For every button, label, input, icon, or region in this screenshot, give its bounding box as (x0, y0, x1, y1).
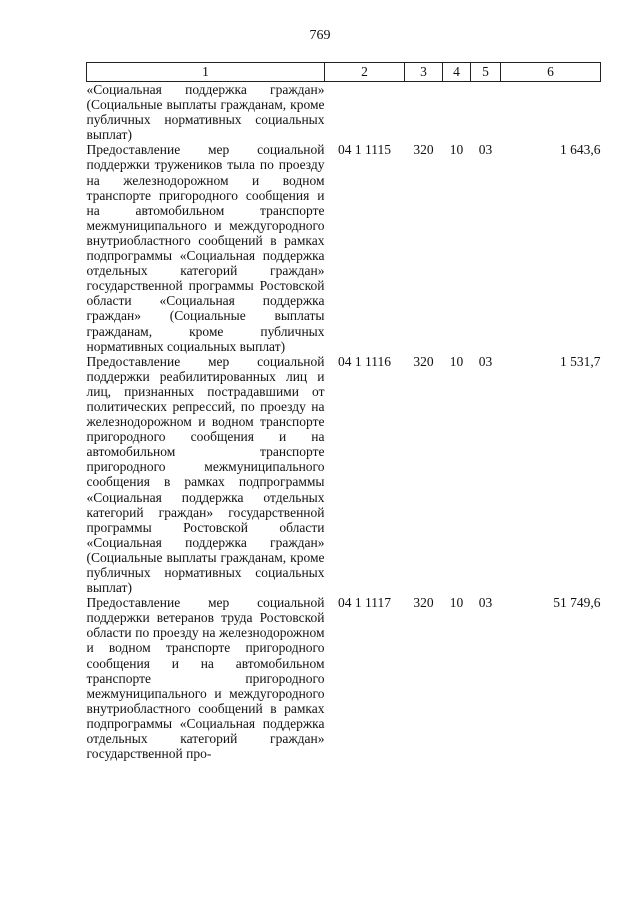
row-description: Предоставление мер социальной поддержки реабилитированных лиц и лиц, признанных пострадавшими от политических репрессий, по проезду на железнодорожном и водном транспорте пригородного сообщения и на автомобильном транспорте пригородного межмуниципального сообщения в рамках подпрограммы «Социальная поддержка отдельных категорий граждан» государственной программы Ростовской области «Социальная поддержка граждан» (Социальные выплаты гражданам, кроме публичных нормативных социальных выплат) (86, 353, 325, 596)
row-rz (443, 82, 471, 143)
row-pr: 03 (478, 142, 493, 158)
row-description: Предоставление мер социальной поддержки тружеников тыла по проезду на железнодорожном и водном транспорте пригородного сообщения и на автомобильном транспорте межмуниципального и междугородного внутриобластного сообщений в рамках подпрограммы «Социальная поддержка отдельных категорий граждан» государственной программы Ростовской области «Социальная поддержка граждан» (Социальные выплаты гражданам, кроме публичных нормативных социальных выплат) (86, 142, 325, 354)
row-rz: 10 (449, 595, 464, 611)
row-vr (405, 82, 443, 143)
row-amount: 1 643,6 (560, 142, 601, 158)
row-rz: 10 (449, 142, 464, 158)
header-col-4: 4 (443, 63, 471, 82)
table-row (87, 354, 601, 596)
header-col-2: 2 (325, 63, 405, 82)
header-col-3: 3 (405, 63, 443, 82)
row-vr: 320 (413, 353, 434, 369)
row-vr: 320 (413, 142, 434, 158)
row-amount: 1 531,7 (560, 353, 601, 369)
row-rz: 10 (449, 353, 464, 369)
header-col-5: 5 (471, 63, 501, 82)
row-code: 04 1 1117 (338, 595, 391, 611)
header-col-1: 1 (87, 63, 325, 82)
row-amount: 51 749,6 (553, 595, 601, 611)
row-code: 04 1 1116 (338, 353, 391, 369)
row-pr: 03 (478, 595, 493, 611)
budget-table (86, 62, 601, 761)
table-row (87, 82, 601, 143)
row-description: Предоставление мер социальной поддержки ветеранов труда Ростовской области по проезду на железнодорожном и водном транспорте пригородного сообщения и на автомобильном транспорте пригородного межмуниципального и междугородного внутриобластного сообщений в рамках подпрограммы «Социальная поддержка отдельных категорий граждан» государственной про- (86, 595, 325, 762)
row-vr: 320 (413, 595, 434, 611)
page-number: 769 (309, 28, 331, 43)
table-row (87, 142, 601, 353)
row-code (325, 82, 405, 143)
row-pr (471, 82, 501, 143)
row-description: «Социальная поддержка граждан» (Социальные выплаты гражданам, кроме публичных нормативных социальных выплат) (86, 82, 325, 143)
row-code: 04 1 1115 (338, 142, 391, 158)
row-pr: 03 (478, 353, 493, 369)
header-col-6: 6 (501, 63, 601, 82)
table-row (87, 595, 601, 761)
row-amount (501, 82, 601, 143)
table-header-row (87, 63, 601, 82)
